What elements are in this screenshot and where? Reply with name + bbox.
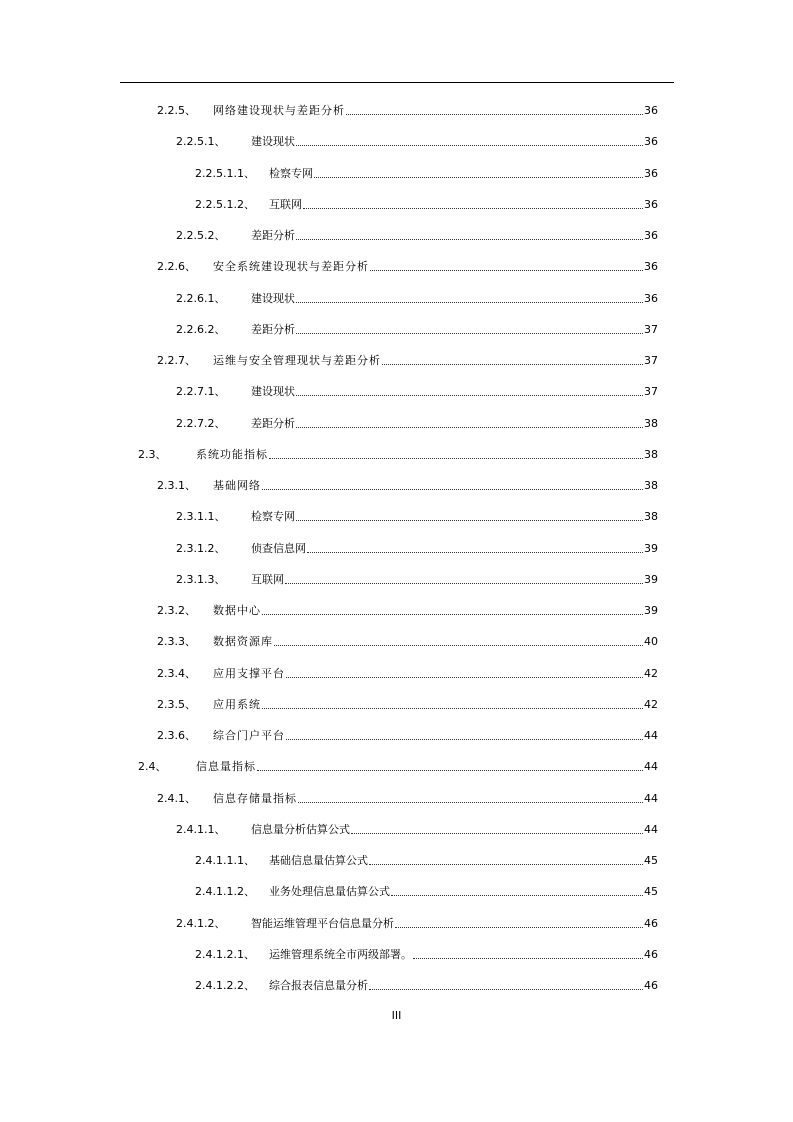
- toc-entry-number: 2.2.5.2、: [176, 229, 226, 242]
- toc-dot-leader: [262, 614, 643, 615]
- toc-entry-title: 建设现状: [251, 385, 295, 399]
- toc-dot-leader: [286, 677, 643, 678]
- toc-entry-title: 侦查信息网: [251, 541, 306, 555]
- toc-entry[interactable]: [176, 572, 658, 588]
- toc-entry-page: 36: [644, 291, 658, 305]
- toc-entry-page: 42: [644, 697, 658, 711]
- toc-entry[interactable]: [195, 853, 658, 869]
- toc-entry-page: 38: [644, 510, 658, 524]
- toc-entry-number: 2.4.1.1.1、: [195, 854, 255, 867]
- toc-entry-title: 差距分析: [251, 322, 295, 336]
- toc-dot-leader: [296, 239, 643, 240]
- toc-entry-title: 互联网: [269, 197, 302, 211]
- toc-entry-page: 36: [644, 197, 658, 211]
- toc-entry-page: 44: [644, 822, 658, 836]
- toc-entry[interactable]: [157, 259, 658, 275]
- toc-dot-leader: [262, 489, 643, 490]
- toc-dot-leader: [296, 145, 643, 146]
- toc-entry-number: 2.2.5.1.1、: [195, 166, 255, 180]
- toc-entry[interactable]: [195, 884, 658, 900]
- toc-dot-leader: [307, 552, 643, 553]
- toc-entry[interactable]: [176, 509, 658, 525]
- toc-entry[interactable]: [157, 666, 658, 682]
- toc-entry-title: 应用系统: [213, 697, 261, 711]
- toc-entry-number: 2.3.1.2、: [176, 541, 226, 555]
- toc-entry-page: 38: [644, 416, 658, 430]
- toc-entry[interactable]: [176, 291, 658, 307]
- toc-dot-leader: [269, 458, 643, 459]
- toc-entry-number: 2.3.1.1、: [176, 510, 226, 524]
- toc-entry-title: 差距分析: [251, 416, 295, 430]
- toc-entry[interactable]: [157, 478, 658, 494]
- toc-entry-number: 2.2.5、: [157, 104, 196, 117]
- toc-entry-page: 38: [644, 447, 658, 461]
- toc-entry-number: 2.4.1.2.2、: [195, 979, 255, 992]
- toc-entry[interactable]: [176, 822, 658, 838]
- toc-entry[interactable]: [176, 134, 658, 150]
- toc-entry-page: 39: [644, 541, 658, 555]
- toc-entry[interactable]: [176, 541, 658, 557]
- toc-entry-number: 2.3.6、: [157, 729, 196, 742]
- toc-entry-number: 2.3.2、: [157, 604, 196, 617]
- toc-entry-number: 2.4.1.2、: [176, 916, 226, 930]
- toc-dot-leader: [314, 177, 643, 178]
- toc-dot-leader: [286, 739, 643, 740]
- toc-entry-title: 数据资源库: [213, 635, 273, 649]
- toc-entry-number: 2.4.1.1、: [176, 822, 226, 836]
- toc-entry-page: 37: [644, 354, 658, 367]
- toc-entry[interactable]: [176, 916, 658, 932]
- toc-entry-title: 差距分析: [251, 229, 295, 242]
- toc-entry-page: 39: [644, 572, 658, 586]
- toc-entry-number: 2.3.5、: [157, 697, 196, 711]
- toc-entry-page: 36: [644, 260, 658, 274]
- toc-entry[interactable]: [157, 353, 658, 369]
- toc-entry-title: 网络建设现状与差距分析: [213, 104, 345, 117]
- toc-dot-leader: [346, 114, 643, 115]
- toc-dot-leader: [303, 208, 643, 209]
- toc-entry[interactable]: [195, 947, 658, 963]
- toc-entry-title: 检察专网: [269, 166, 313, 180]
- toc-dot-leader: [369, 989, 643, 990]
- toc-entry-title: 运维与安全管理现状与差距分析: [213, 354, 381, 367]
- toc-entry-number: 2.4.1、: [157, 791, 196, 805]
- toc-dot-leader: [296, 427, 643, 428]
- toc-entry-title: 数据中心: [213, 604, 261, 617]
- toc-entry-title: 系统功能指标: [196, 447, 268, 461]
- toc-entry-page: 45: [644, 885, 658, 899]
- toc-entry-number: 2.2.6.2、: [176, 322, 226, 336]
- toc-entry-number: 2.3.1、: [157, 479, 196, 492]
- toc-entry[interactable]: [138, 447, 658, 463]
- toc-dot-leader: [285, 583, 643, 584]
- toc-dot-leader: [296, 395, 643, 396]
- toc-entry[interactable]: [157, 791, 658, 807]
- toc-entry-title: 信息量指标: [196, 760, 256, 774]
- toc-dot-leader: [395, 927, 643, 928]
- toc-entry[interactable]: [157, 634, 658, 650]
- toc-entry[interactable]: [157, 697, 658, 713]
- toc-entry-number: 2.2.6.1、: [176, 291, 226, 305]
- toc-entry-number: 2.2.5.1.2、: [195, 197, 255, 211]
- toc-entry-number: 2.2.6、: [157, 260, 196, 274]
- toc-entry-title: 安全系统建设现状与差距分析: [213, 260, 369, 274]
- toc-dot-leader: [296, 520, 643, 521]
- toc-dot-leader: [413, 958, 643, 959]
- toc-dot-leader: [382, 364, 643, 365]
- toc-entry[interactable]: [176, 416, 658, 432]
- toc-entry[interactable]: [176, 322, 658, 338]
- toc-entry-title: 应用支撑平台: [213, 666, 285, 680]
- toc-entry-number: 2.2.7.2、: [176, 416, 226, 430]
- toc-entry-title: 基础信息量估算公式: [269, 854, 368, 867]
- toc-entry-page: 37: [644, 385, 658, 399]
- toc-entry-number: 2.2.7、: [157, 354, 196, 367]
- toc-dot-leader: [296, 302, 643, 303]
- toc-dot-leader: [296, 333, 643, 334]
- toc-dot-leader: [351, 833, 643, 834]
- toc-entry[interactable]: [157, 603, 658, 619]
- toc-entry-title: 信息量分析估算公式: [251, 822, 350, 836]
- toc-dot-leader: [298, 802, 643, 803]
- toc-entry-page: 37: [644, 322, 658, 336]
- toc-entry-title: 建设现状: [251, 135, 295, 149]
- toc-entry-title: 运维管理系统全市两级部署。: [269, 947, 412, 961]
- toc-entry-title: 综合报表信息量分析: [269, 979, 368, 992]
- toc-entry-page: 44: [644, 791, 658, 805]
- toc-entry-title: 基础网络: [213, 479, 261, 492]
- toc-entry-page: 46: [644, 916, 658, 930]
- toc-entry-page: 36: [644, 104, 658, 117]
- toc-entry[interactable]: [138, 759, 658, 775]
- toc-entry-page: 36: [644, 166, 658, 180]
- toc-entry-number: 2.3.1.3、: [176, 572, 226, 586]
- toc-entry[interactable]: [157, 103, 658, 119]
- toc-entry[interactable]: [195, 197, 658, 213]
- toc-entry-page: 42: [644, 666, 658, 680]
- toc-entry-title: 互联网: [251, 572, 284, 586]
- toc-entry[interactable]: [157, 728, 658, 744]
- toc-entry-number: 2.3.3、: [157, 635, 196, 649]
- toc-entry-page: 36: [644, 229, 658, 242]
- toc-entry-number: 2.4、: [138, 760, 167, 774]
- toc-entry-page: 46: [644, 979, 658, 992]
- toc-entry-page: 45: [644, 854, 658, 867]
- toc-entry-page: 46: [644, 947, 658, 961]
- toc-entry-page: 40: [644, 635, 658, 649]
- toc-entry[interactable]: [195, 978, 658, 994]
- toc-entry[interactable]: [195, 166, 658, 182]
- toc-entry-number: 2.2.5.1、: [176, 135, 226, 149]
- toc-entry-number: 2.4.1.1.2、: [195, 885, 255, 899]
- toc-entry-number: 2.4.1.2.1、: [195, 947, 255, 961]
- toc-entry[interactable]: [176, 384, 658, 400]
- toc-entry-number: 2.3.4、: [157, 666, 196, 680]
- toc-dot-leader: [274, 645, 643, 646]
- toc-entry-title: 业务处理信息量估算公式: [269, 885, 390, 899]
- page-number: III: [391, 1009, 402, 1022]
- toc-dot-leader: [257, 770, 643, 771]
- toc-entry-number: 2.3、: [138, 447, 167, 461]
- toc-entry[interactable]: [176, 228, 658, 244]
- toc-dot-leader: [370, 270, 643, 271]
- toc-entry-page: 39: [644, 604, 658, 617]
- toc-dot-leader: [369, 864, 643, 865]
- toc-entry-title: 建设现状: [251, 291, 295, 305]
- toc-entry-page: 44: [644, 760, 658, 774]
- toc-entry-number: 2.2.7.1、: [176, 385, 226, 399]
- toc-entry-title: 检察专网: [251, 510, 295, 524]
- toc-entry-page: 36: [644, 135, 658, 149]
- toc-entry-page: 44: [644, 729, 658, 742]
- toc-dot-leader: [262, 708, 643, 709]
- toc-entry-title: 智能运维管理平台信息量分析: [251, 916, 394, 930]
- toc-entry-page: 38: [644, 479, 658, 492]
- toc-entry-title: 综合门户平台: [213, 729, 285, 742]
- toc-dot-leader: [391, 895, 643, 896]
- toc-entry-title: 信息存储量指标: [213, 791, 297, 805]
